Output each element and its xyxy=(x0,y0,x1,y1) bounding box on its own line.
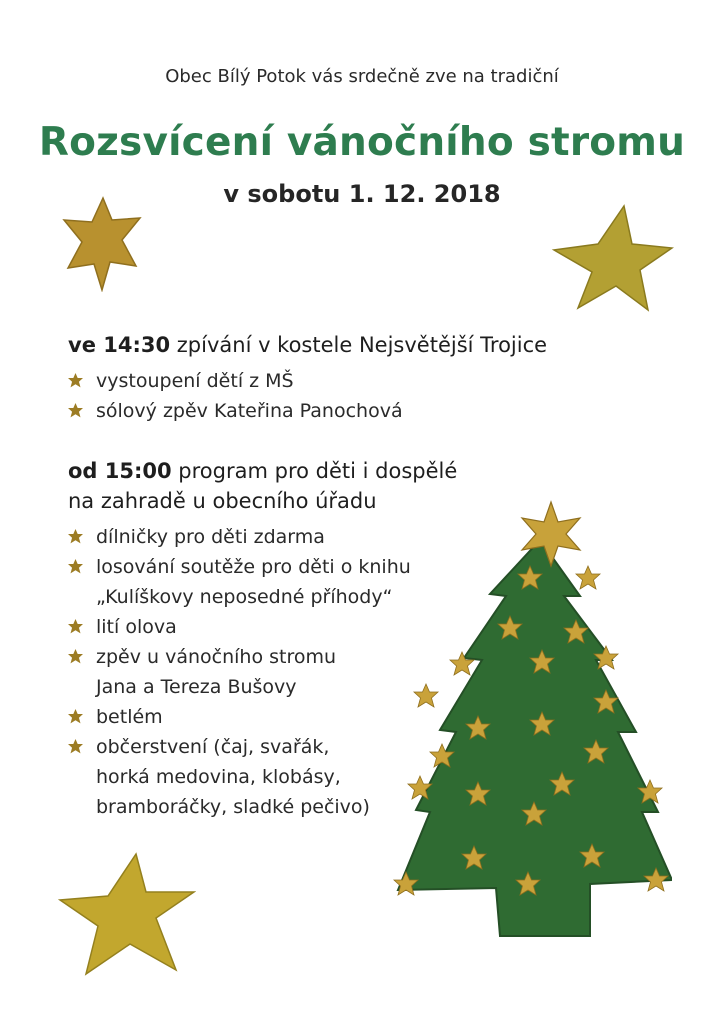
invitation-intro: Obec Bílý Potok vás srdečně zve na tradiční xyxy=(165,66,559,87)
program-block-1500 xyxy=(68,456,457,822)
star-bullet-icon xyxy=(68,373,83,388)
list-item: občerstvení (čaj, svařák, horká medovina, klobásy, bramboráčky, sladké pečivo) xyxy=(68,732,457,822)
gold-star-icon-top-left xyxy=(60,196,146,292)
list-item: sólový zpěv Kateřina Panochová xyxy=(68,396,547,426)
star-bullet-icon xyxy=(68,529,83,544)
session-time: od 15:00 xyxy=(68,459,172,483)
star-bullet-icon xyxy=(68,619,83,634)
event-title: Rozsvícení vánočního stromu xyxy=(38,120,686,165)
gold-star-icon-top-right xyxy=(550,204,674,314)
star-bullet-icon xyxy=(68,403,83,418)
session-location: na zahradě u obecního úřadu xyxy=(68,489,377,513)
session-time: ve 14:30 xyxy=(68,333,171,357)
star-bullet-icon xyxy=(68,709,83,724)
session-2-list xyxy=(68,522,457,822)
session-description: program pro děti i dospělé xyxy=(171,459,458,483)
list-item: zpěv u vánočního stromu Jana a Tereza Bušovy xyxy=(68,642,457,702)
program-block-1430 xyxy=(68,330,547,426)
gold-star-icon-bottom-left xyxy=(58,852,196,976)
session-heading xyxy=(68,456,457,516)
star-bullet-icon xyxy=(68,559,83,574)
star-bullet-icon xyxy=(68,739,83,754)
star-bullet-icon xyxy=(68,649,83,664)
session-1-list xyxy=(68,366,547,426)
list-item: losování soutěže pro děti o knihu „Kulíškovy neposedné příhody“ xyxy=(68,552,457,612)
list-item: dílničky pro děti zdarma xyxy=(68,522,457,552)
list-item: vystoupení dětí z MŠ xyxy=(68,366,547,396)
event-date: v sobotu 1. 12. 2018 xyxy=(223,180,501,208)
list-item: betlém xyxy=(68,702,457,732)
session-description: zpívání v kostele Nejsvětější Trojice xyxy=(170,333,548,357)
list-item: lití olova xyxy=(68,612,457,642)
session-heading xyxy=(68,330,547,360)
